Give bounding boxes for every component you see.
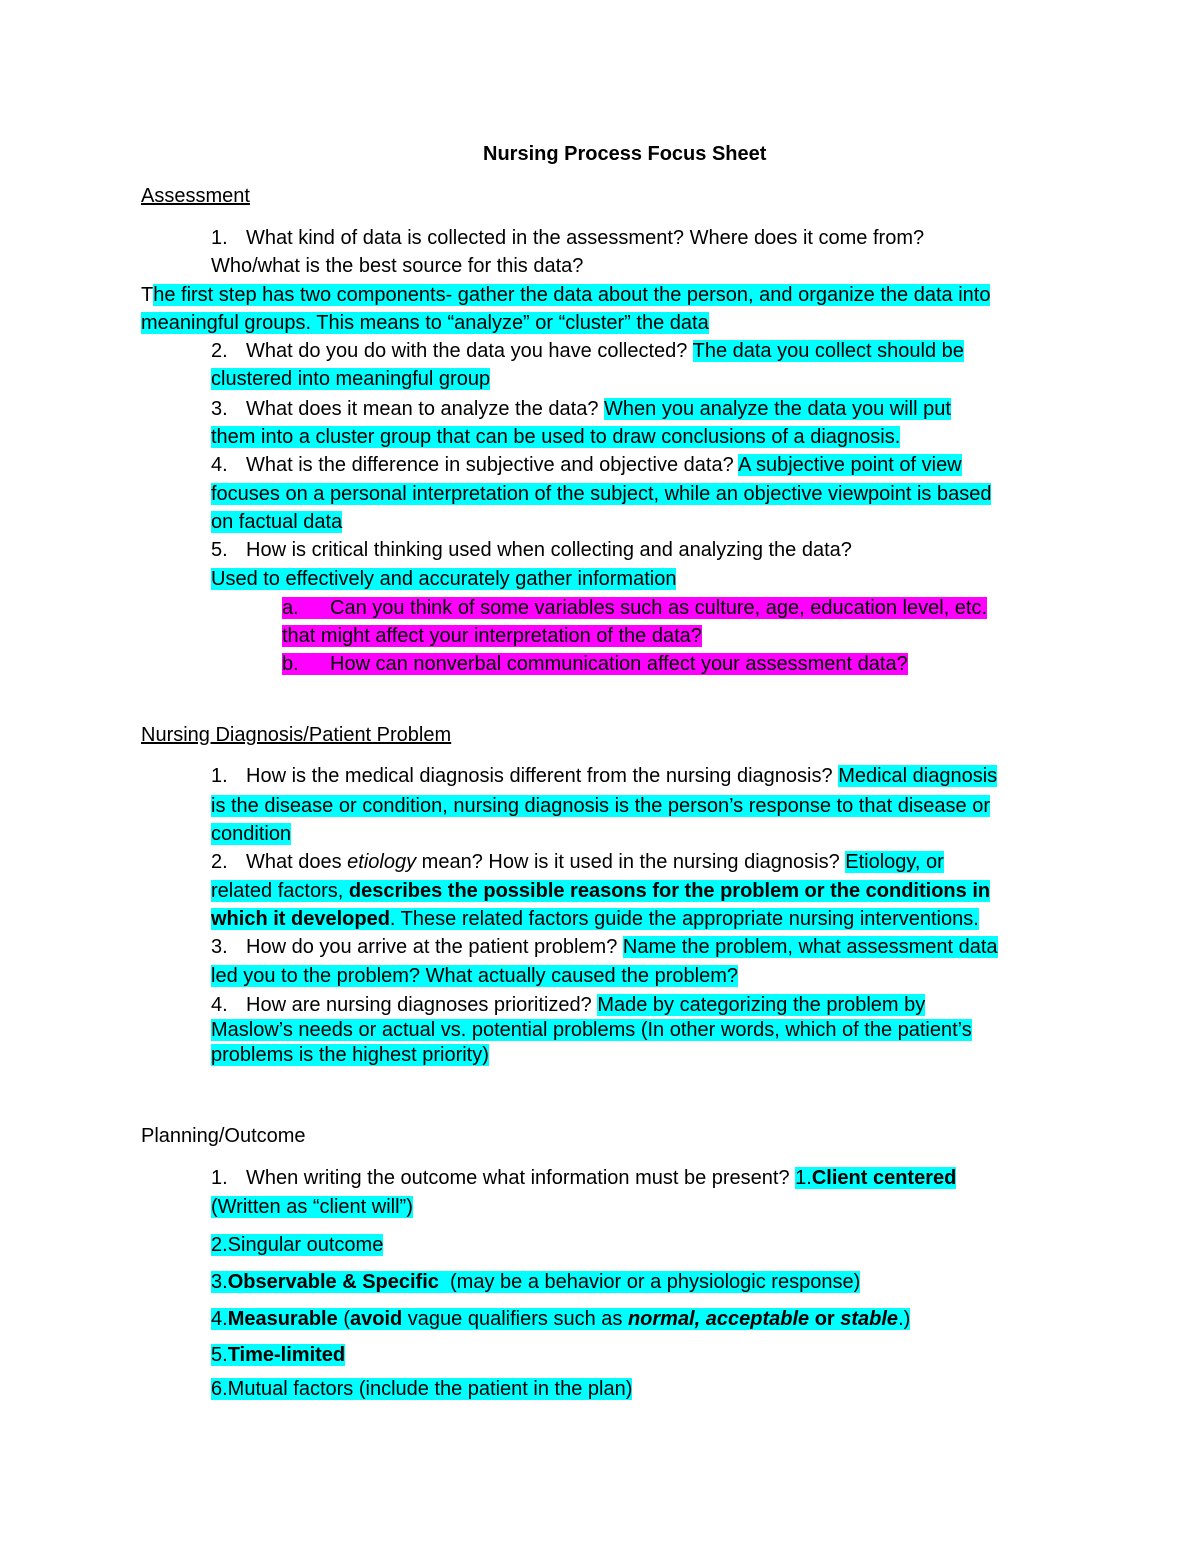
diagnosis-question-4: 4. How are nursing diagnoses prioritized? Made by categorizing the problem by — [211, 994, 926, 1016]
page-title: Nursing Process Focus Sheet — [483, 143, 767, 165]
diagnosis-question-3: 3. How do you arrive at the patient problem? Name the problem, what assessment data — [211, 936, 998, 958]
diagnosis-answer-4-cont2: problems is the highest priority) — [211, 1044, 489, 1066]
assessment-answer-1: The first step has two components- gather the data about the person, and organize the data into — [141, 284, 991, 306]
assessment-answer-4-cont: focuses on a personal interpretation of the subject, while an objective viewpoint is based — [211, 483, 992, 505]
assessment-question-5: 5. How is critical thinking used when collecting and analyzing the data? — [211, 539, 852, 561]
assessment-subquestion-a-cont: that might affect your interpretation of the data? — [282, 625, 702, 647]
assessment-question-3: 3. What does it mean to analyze the data? When you analyze the data you will put — [211, 398, 951, 420]
planning-outcome-6: 6.Mutual factors (include the patient in the plan) — [211, 1378, 633, 1400]
assessment-question-1-cont: Who/what is the best source for this data? — [211, 255, 584, 277]
diagnosis-answer-2-cont: related factors, describes the possible reasons for the problem or the conditions in — [211, 880, 991, 902]
diagnosis-question-1: 1. How is the medical diagnosis different from the nursing diagnosis? Medical diagnosis — [211, 765, 998, 787]
assessment-subquestion-b — [282, 652, 908, 676]
diagnosis-answer-2-cont2: which it developed. These related factors guide the appropriate nursing interventions. — [211, 908, 979, 930]
diagnosis-answer-1-cont: is the disease or condition, nursing diagnosis is the person’s response to that disease or — [211, 795, 990, 817]
highlighted-answer: The data you collect should be — [692, 340, 964, 362]
planning-outcome-2: 2.Singular outcome — [211, 1234, 384, 1256]
planning-outcome-1-cont: (Written as “client will”) — [211, 1196, 413, 1218]
assessment-answer-1-cont: meaningful groups. This means to “analyze” or “cluster” the data — [141, 312, 709, 334]
assessment-answer-5: Used to effectively and accurately gather information — [211, 568, 677, 590]
planning-question-1: 1. When writing the outcome what information must be present? 1.Client centered — [211, 1167, 957, 1189]
assessment-answer-2-cont: clustered into meaningful group — [211, 368, 491, 390]
diagnosis-question-2: 2. What does etiology mean? How is it used in the nursing diagnosis? Etiology, or — [211, 851, 944, 873]
list-number: 1. — [211, 227, 228, 249]
magenta-highlight: b. How can nonverbal communication affect your assessment data? — [282, 653, 908, 675]
assessment-question-2: 2. What do you do with the data you have collected? The data you collect should be — [211, 340, 964, 362]
planning-heading: Planning/Outcome — [141, 1125, 306, 1147]
assessment-answer-4-cont2: on factual data — [211, 511, 343, 533]
assessment-question-4: 4. What is the difference in subjective and objective data? A subjective point of view — [211, 454, 962, 476]
planning-outcome-4: 4.Measurable (avoid vague qualifiers such as normal, acceptable or stable.) — [211, 1308, 911, 1330]
highlighted-text: he first step has two components- gather the data about the person, and organize the data into — [153, 284, 991, 306]
assessment-answer-3-cont: them into a cluster group that can be used to draw conclusions of a diagnosis. — [211, 426, 901, 448]
magenta-highlight: a. Can you think of some variables such as culture, age, education level, etc. — [282, 597, 988, 619]
diagnosis-heading: Nursing Diagnosis/Patient Problem — [141, 724, 452, 746]
planning-outcome-3: 3.Observable & Specific (may be a behavior or a physiologic response) — [211, 1271, 861, 1293]
assessment-subquestion-a — [282, 596, 987, 620]
planning-outcome-5: 5.Time-limited — [211, 1344, 346, 1366]
assessment-question-1: 1. What kind of data is collected in the assessment? Where does it come from? — [211, 227, 925, 249]
diagnosis-answer-3-cont: led you to the problem? What actually caused the problem? — [211, 965, 738, 987]
diagnosis-answer-1-cont2: condition — [211, 823, 292, 845]
italic-term: etiology — [347, 851, 417, 873]
diagnosis-answer-4-cont: Maslow’s needs or actual vs. potential problems (In other words, which of the patient’s — [211, 1019, 972, 1041]
assessment-heading: Assessment — [141, 185, 250, 207]
